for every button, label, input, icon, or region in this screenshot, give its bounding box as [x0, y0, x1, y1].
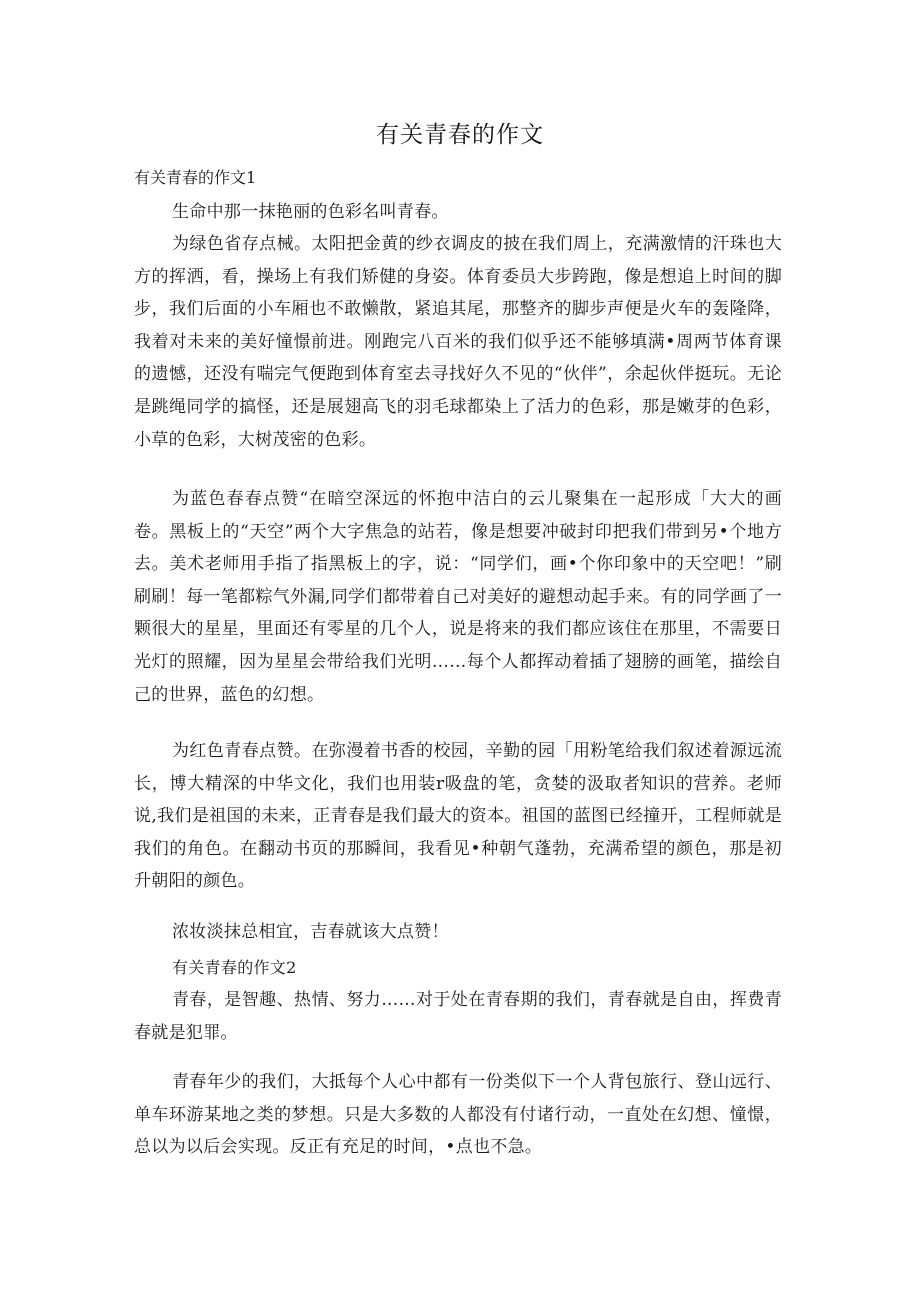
section-heading-2: 有关青春的作文2 — [172, 958, 297, 977]
paragraph-5: 浓妆淡抹总相宜，吉春就该大点赞！ — [172, 922, 449, 942]
paragraph-7: 青春年少的我们，大抵每个人心中都有一份类似下一个人背包旅行、登山远行、单车环游某地之类的梦想。只是大多数的人都没有付诸行动，一直处在幻想、憧憬，总以为以后会实现。反正有充足的时间，•点也不急。 — [134, 1072, 782, 1158]
paragraph-1: 生命中那一抹艳丽的色彩名叫青春。 — [172, 202, 449, 222]
section-heading-1: 有关青春的作文1 — [134, 168, 257, 187]
paragraph-6: 青春，是智趣、热情、努力……对于处在青春期的我们，青春就是自由，挥费青春就是犯罪。 — [134, 990, 782, 1043]
document-title: 有关青春的作文 — [376, 122, 544, 148]
paragraph-3: 为蓝色春春点赞“在暗空深远的怀抱中洁白的云儿聚集在一起形成「大大的画卷。黑板上的“天空”两个大字焦急的站若，像是想要冲破封印把我们带到另•个地方去。美术老师用手指了指黑板上的字，说：“同学们，画•个你印象中的天空吧！”刷刷刷！每一笔都粽气外漏,同学们都带着自己对美好的避想动起手来。有的同学画了一颗很大的星星，里面还有零星的几个人，说是将来的我们都应该住在那里，不需要日光灯的照耀，因为星星会带给我们光明……每个人都挥动着插了翅膀的画笔，描绘自己的世界，蓝色的幻想。 — [134, 489, 782, 705]
paragraph-4: 为红色青春点赞。在弥漫着书香的校园，辛勤的园「用粉笔给我们叙述着源远流长，博大精深的中华文化，我们也用装r吸盘的笔，贪婪的汲取者知识的营养。老师说,我们是祖国的未来，正青春是我们最大的资本。祖国的蓝图已经撞开，工程师就是我们的角色。在翻动书页的那瞬间，我看见•种朝气蓬勃，充满希望的颜色，那是初升朝阳的颜色。 — [134, 741, 782, 892]
paragraph-2: 为绿色省存点械。太阳把金黄的纱衣调皮的披在我们周上，充满激情的汗珠也大方的挥洒，看，操场上有我们矫健的身姿。体育委员大步跨跑，像是想追上时间的脚步，我们后面的小车厢也不敢懒散，紧追其尾，那整齐的脚步声便是火车的轰隆降，我着对未来的美好憧憬前进。刚跑完八百米的我们似乎还不能够填满•周两节体育课的遗憾，还没有喘完气便跑到体育室去寻找好久不见的“伙伴”，余起伙伴挺玩。无论是跳绳同学的搞怪，还是展翅高飞的羽毛球都染上了活力的色彩，那是嫩芽的色彩，小草的色彩，大树茂密的色彩。 — [134, 234, 782, 450]
